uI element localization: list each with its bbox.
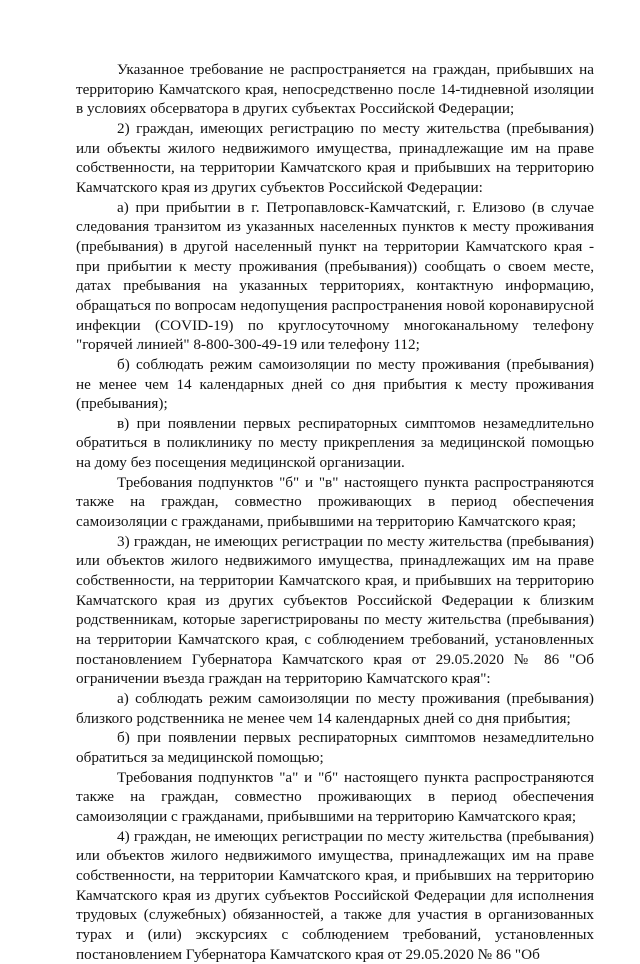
paragraph-item-3-scope: Требования подпунктов "а" и "б" настоящего пункта распространяются также на граждан, совместно проживающих в период обеспечения самоизоляции с гражданами, прибывшими на территорию Камчатского края; (76, 768, 594, 825)
document-page (76, 60, 594, 964)
paragraph-item-2-v: в) при появлении первых респираторных симптомов незамедлительно обратиться в поликлинику по месту прикрепления за медицинской помощью на дому без посещения медицинской организации. (76, 414, 594, 472)
paragraph-item-2-b: б) соблюдать режим самоизоляции по месту проживания (пребывания) не менее чем 14 календарных дней со дня прибытия к месту проживания (пребывания); (76, 355, 594, 413)
paragraph-item-2-scope: Требования подпунктов "б" и "в" настоящего пункта распространяются также на граждан, совместно проживающих в период обеспечения самоизоляции с гражданами, прибывшими на территорию Камчатского края; (76, 473, 594, 531)
paragraph-item-2: 2) граждан, имеющих регистрацию по месту жительства (пребывания) или объекты жилого недвижимого имущества, принадлежащие им на праве собственности, на территории Камчатского края и прибывших на территорию Камчатского края из других субъектов Российской Федерации: (76, 119, 594, 196)
paragraph-item-3: 3) граждан, не имеющих регистрации по месту жительства (пребывания) или объектов жилого недвижимого имущества, принадлежащих им на праве собственности, на территории Камчатского края, и прибывших на территорию Камчатского края из других субъектов Российской Федерации к близким родственникам, которые зарегистрированы по месту жительства (пребывания) на территории Камчатского края, с соблюдением требований, установленных постановлением Губернатора Камчатского края от 29.05.2020 № 86 "Об ограничении въезда граждан на территорию Камчатского края": (76, 532, 594, 688)
paragraph-item-3-b: б) при появлении первых респираторных симптомов незамедлительно обратиться за медицинской помощью; (76, 729, 594, 766)
paragraph-exemption-note: Указанное требование не распространяется на граждан, прибывших на территорию Камчатского края, непосредственно после 14-тидневной изоляции в условиях обсерватора в других субъектах Российской Федерации; (76, 61, 594, 118)
paragraph-item-2-a: а) при прибытии в г. Петропавловск-Камчатский, г. Елизово (в случае следования транзитом из указанных населенных пунктов к месту проживания (пребывания) в другой населенный пункт на территории Камчатского края - при прибытии к месту проживания (пребывания)) сообщать о своем месте, датах пребывания на указанных территориях, контактную информацию, обращаться по вопросам недопущения распространения новой коронавирусной инфекции (COVID-19) по круглосуточному многоканальному телефону "горячей линией" 8-800-300-49-19 или телефону 112; (76, 198, 594, 354)
paragraph-item-3-a: а) соблюдать режим самоизоляции по месту проживания (пребывания) близкого родственника не менее чем 14 календарных дней со дня прибытия; (76, 690, 594, 727)
paragraph-item-4: 4) граждан, не имеющих регистрации по месту жительства (пребывания) или объектов жилого недвижимого имущества, принадлежащих им на праве собственности, на территории Камчатского края, и прибывших на территорию Камчатского края из других субъектов Российской Федерации для исполнения трудовых (служебных) обязанностей, а также для участия в организованных турах и (или) экскурсиях с соблюдением требований, установленных постановлением Губернатора Камчатского края от 29.05.2020 № 86 "Об (76, 827, 594, 963)
